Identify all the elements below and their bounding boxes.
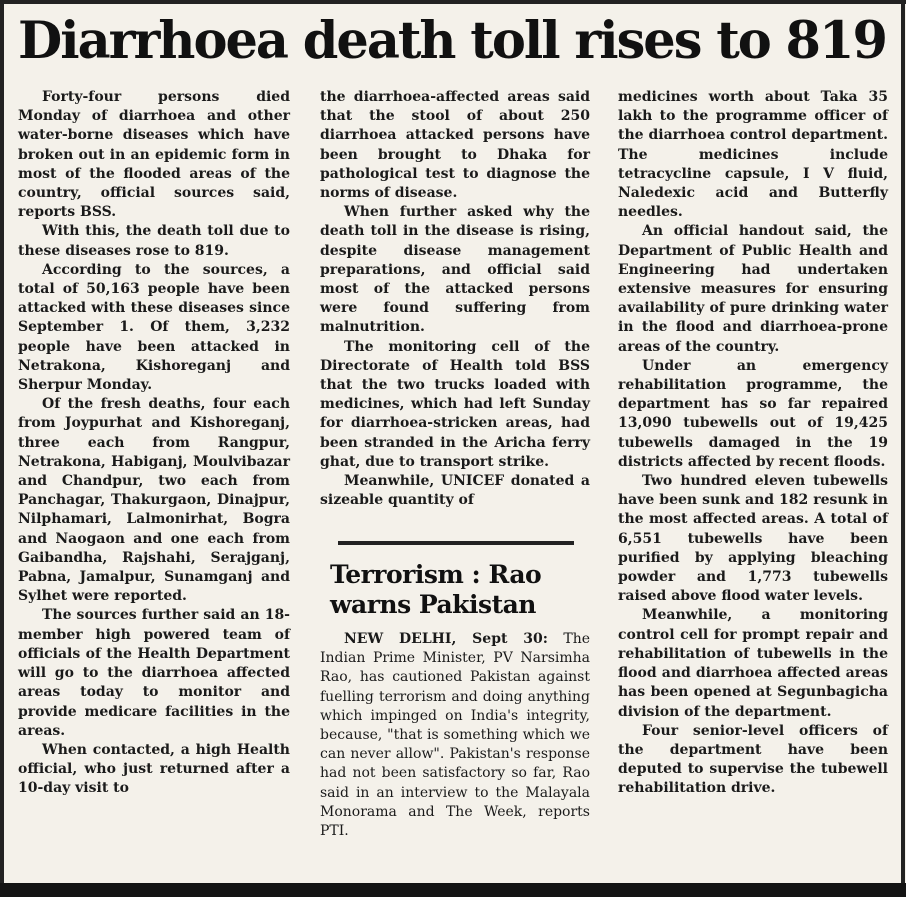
second-story-body (320, 630, 590, 841)
paragraph: The sources further said an 18-member high powered team of officials of the Health Department will go to the diarrhoea affected areas today to monitor and provide medicare facilities in the areas. (18, 607, 290, 739)
paragraph: The monitoring cell of the Directorate of Health told BSS that the two trucks loaded with medicines, which had left Sunday for diarrhoea-stricken areas, had been stranded in the Aricha ferry ghat, due to transport strike. (320, 338, 590, 470)
paragraph: Under an emergency rehabilitation programme, the department has so far repaired 13,090 tubewells out of 19,425 tubewells damaged in the 19 districts affected by recent floods. (618, 357, 888, 470)
paragraph (320, 630, 590, 841)
paragraph: Meanwhile, UNICEF donated a sizeable quantity of (320, 473, 590, 509)
article-column-3 (618, 88, 888, 799)
paragraph: the diarrhoea-affected areas said that the stool of about 250 diarrhoea attacked persons have been brought to Dhaka for pathological test to diagnose the norms of disease. (320, 89, 590, 202)
second-story-headline: Terrorism : Rao warns Pakistan (330, 560, 542, 619)
paragraph: Forty-four persons died Monday of diarrhoea and other water-borne diseases which have broken out in an epidemic form in most of the flooded areas of the country, official sources said, reports BSS. (18, 89, 290, 221)
left-border (0, 0, 4, 890)
article-column-1 (18, 88, 290, 799)
paragraph: When contacted, a high Health official, who just returned after a 10-day visit to (18, 741, 290, 797)
main-headline: Diarrhoea death toll rises to 819 (17, 11, 886, 71)
paragraph: When further asked why the death toll in the disease is rising, despite disease management preparations, and official said most of the attacked persons were found suffering from malnutrition. (320, 204, 590, 336)
paragraph: According to the sources, a total of 50,163 people have been attacked with these diseases since September 1. Of them, 3,232 people have been attacked in Netrakona, Kishoreganj and Sherpur Monday. (18, 261, 290, 394)
paragraph: Meanwhile, a monitoring control cell for prompt repair and rehabilitation of tubewells in the flood and diarrhoea affected areas has been opened at Segunbagicha division of the department. (618, 607, 888, 720)
top-border (0, 0, 906, 4)
paragraph: An official handout said, the Department of Public Health and Engineering had undertaken extensive measures for ensuring availability of pure drinking water in the flood and diarrhoea-prone areas of the country. (618, 223, 888, 355)
paragraph: With this, the death toll due to these diseases rose to 819. (18, 223, 290, 259)
paragraph: medicines worth about Taka 35 lakh to the programme officer of the diarrhoea control department. The medicines include tetracycline capsule, I V fluid, Naledexic acid and Butterfly needles. (618, 89, 888, 221)
paragraph: Of the fresh deaths, four each from Joypurhat and Kishoreganj, three each from Rangpur, Netrakona, Habiganj, Moulvibazar and Chandpur, two each from Panchagar, Thakurgaon, Dinajpur, Nilphamari, Lalmonirhat, Bogra and Naogaon and one each from Gaibandha, Rajshahi, Serajganj, Pabna, Jamalpur, Sunamganj and Sylhet were reported. (18, 396, 290, 605)
paragraph: Two hundred eleven tubewells have been sunk and 182 resunk in the most affected areas. A total of 6,551 tubewells have been purified by applying bleaching powder and 1,773 tubewells raised above flood water levels. (618, 473, 888, 605)
paragraph: Four senior-level officers of the department have been deputed to supervise the tubewell rehabilitation drive. (618, 722, 888, 797)
bottom-border (0, 883, 906, 897)
dateline: NEW DELHI, Sept 30: (344, 631, 548, 647)
story-text: The Indian Prime Minister, PV Narsimha Rao, has cautioned Pakistan against fuelling terrorism and doing anything which impinged on India's integrity, because, "that is something which we can never allow". Pakistan's response had not been satisfactory so far, Rao said in an interview to the Malayala Monorama and The Week, reports PTI. (320, 631, 590, 840)
article-column-2 (320, 88, 590, 510)
story-divider (338, 541, 574, 545)
right-border (901, 0, 905, 890)
